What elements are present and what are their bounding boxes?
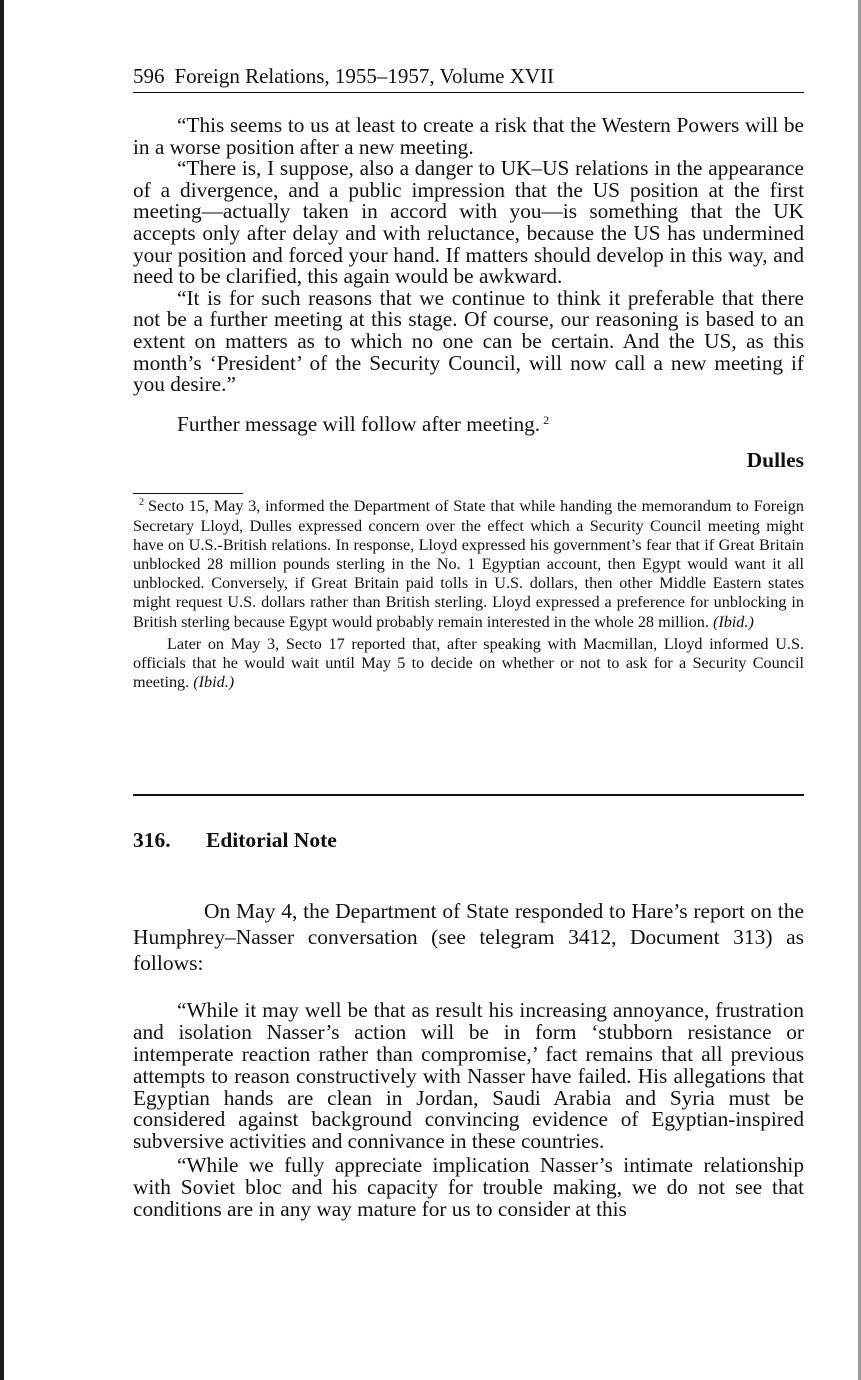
quoted-paragraph: “While it may well be that as result his increasing annoyance, frustration and isolation Nasser’s action will be in form ‘stubborn resistance or intemperate reaction rather than compromise,’ fact remains that all previous attempts to reason constructively with Nasser have failed. His allegations that Egyptian hands are clean in Jordan, Saudi Arabia and Syria must be considered against background convincing evidence of Egyptian-inspired subversive activities and connivance in these countries. — [133, 998, 804, 1154]
running-header — [133, 62, 804, 93]
document-number: 316. — [133, 828, 171, 853]
volume-title: Foreign Relations, 1955–1957, Volume XVII — [174, 64, 555, 88]
body-paragraph: “This seems to us at least to create a risk that the Western Powers will be in a worse position after a new meeting. — [133, 113, 804, 159]
document-page — [133, 62, 804, 1220]
body-paragraph: “It is for such reasons that we continue to think it preferable that there not be a further meeting at this stage. Of course, our reasoning is based to an extent on matters as to which no one can be certain. And the US, as this month’s ‘President’ of the Security Council, will now call a new meeting if you desire.” — [133, 285, 804, 397]
closing-text: Further message will follow after meeting. — [177, 411, 541, 436]
document-title: Editorial Note — [206, 828, 337, 853]
footnote-text: Later on May 3, Secto 17 reported that, after speaking with Macmillan, Lloyd informed U.S. officials that he would wait until May 5 to decide on whether or not to ask for a Security Council meeting. — [133, 634, 804, 692]
footnote-2-continued — [133, 635, 804, 693]
editorial-intro: On May 4, the Department of State responded to Hare’s report on the Humphrey–Nasser conversation (see telegram 3412, Document 313) as follows: — [133, 899, 804, 976]
document-heading — [133, 826, 804, 854]
signature: Dulles — [746, 448, 804, 473]
footnote-divider — [133, 493, 243, 494]
footnote-number: 2 — [139, 497, 144, 509]
closing-line — [133, 411, 804, 436]
footnote-reference[interactable]: 2 — [543, 412, 550, 427]
section-divider — [133, 794, 804, 796]
quoted-paragraph: “While we fully appreciate implication Nasser’s intimate relationship with Soviet bloc and his capacity for trouble making, we do not see that conditions are in any way mature for us to consider at this — [133, 1152, 804, 1221]
page-number: 596 — [133, 64, 165, 88]
scan-edge-left — [0, 0, 4, 1380]
footnote-2 — [133, 497, 804, 631]
body-paragraph: “There is, I suppose, also a danger to UK–US relations in the appearance of a divergence, and a public impression that the US position at the first meeting—actually taken in accord with you—is something that the UK accepts only after delay and with reluctance, because the US has undermined your position and forced your hand. If matters should develop in this way, and need to be clarified, this again would be awkward. — [133, 156, 804, 289]
footnote-text: Secto 15, May 3, informed the Department of State that while handing the memorandum to Foreign Secretary Lloyd, Dulles expressed concern over the effect which a Security Council meeting might have on U.S.-British relations. In response, Lloyd expressed his government’s fear that if Great Britain unblocked 28 million pounds sterling in the No. 1 Egyptian account, then Egypt would want it all unblocked. Conversely, if Great Britain paid tolls in U.S. dollars, then other Middle Eastern states might request U.S. dollars rather than British sterling. Lloyd expressed a preference for unblocking in British sterling because Egypt would probably remain interested in the whole 28 million. — [133, 497, 804, 631]
footnote-citation: (Ibid.) — [193, 673, 235, 692]
footnote-citation: (Ibid.) — [712, 612, 754, 631]
